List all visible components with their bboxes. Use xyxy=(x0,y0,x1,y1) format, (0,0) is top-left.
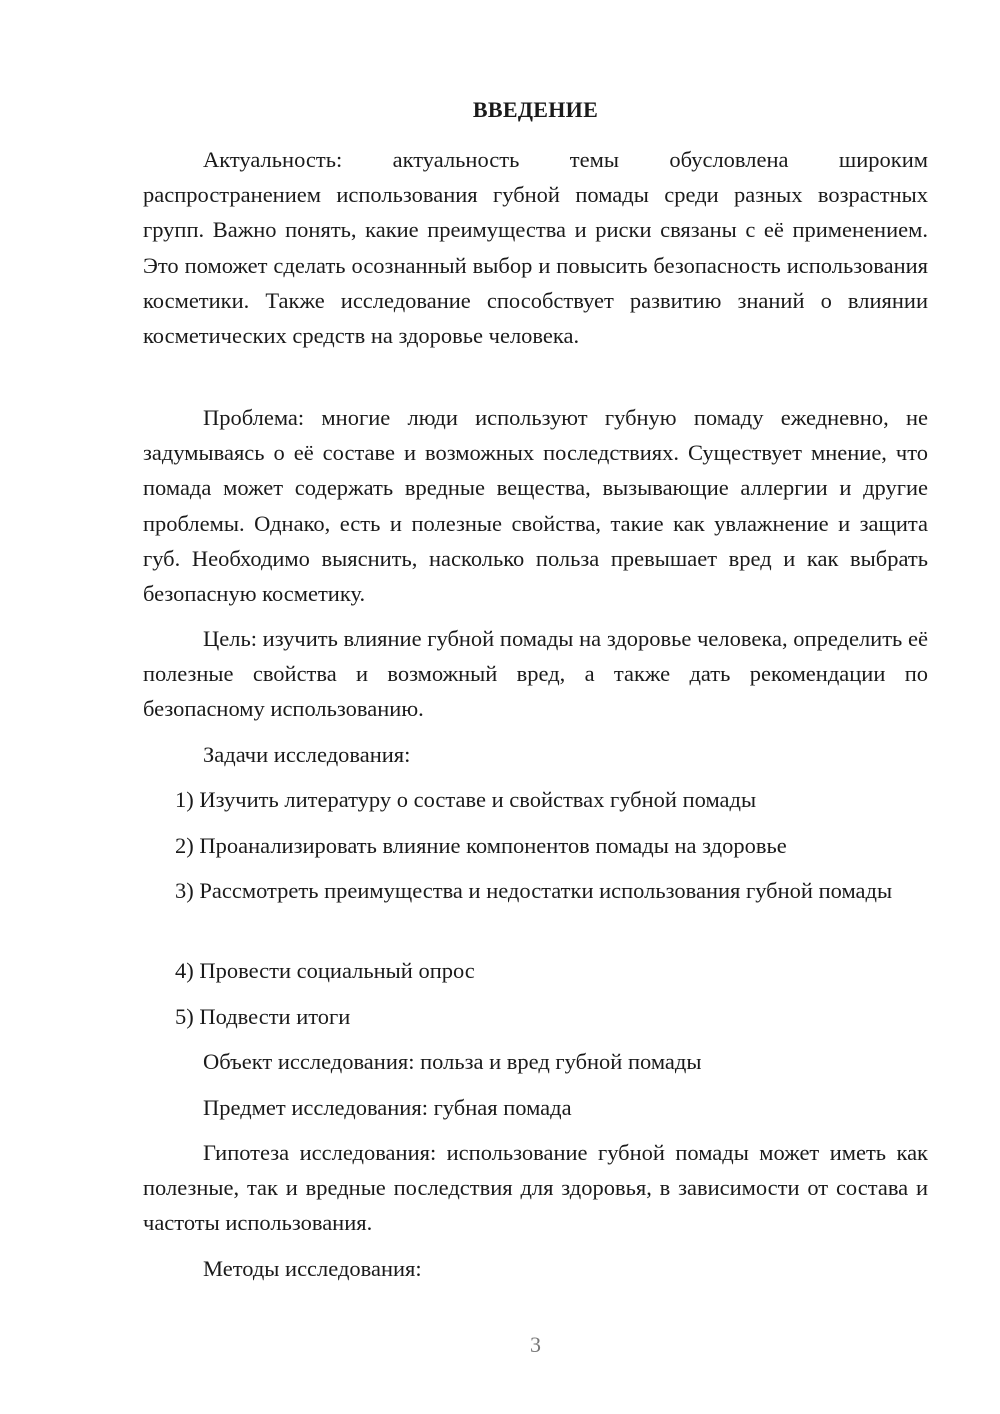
task-item-1: 1) Изучить литературу о составе и свойствах губной помады xyxy=(175,787,757,812)
paragraph-problem: Проблема: многие люди используют губную помаду ежедневно, не задумываясь о её составе и возможных последствиях. Существует мнение, что помада может содержать вредные вещества, вызывающие аллергии и другие проблемы. Однако, есть и полезные свойства, такие как увлажнение и защита губ. Необходимо выяснить, насколько польза превышает вред и как выбрать безопасную косметику. xyxy=(143,405,928,607)
paragraph-relevance: Актуальность: актуальность темы обусловлена широким распространением использования губной помады среди разных возрастных групп. Важно понять, какие преимущества и риски связаны с её применением. Это поможет сделать осознанный выбор и повысить безопасность использования косметики. Также исследование способствует развитию знаний о влиянии косметических средств на здоровье человека. xyxy=(143,147,928,349)
paragraph-methods: Методы исследования: xyxy=(203,1256,422,1281)
document-page xyxy=(143,0,928,1414)
paragraph-hypothesis: Гипотеза исследования: использование губной помады может иметь как полезные, так и вредные последствия для здоровья, в зависимости от состава и частоты использования. xyxy=(143,1140,928,1236)
paragraph-subject: Предмет исследования: губная помада xyxy=(203,1095,572,1120)
tasks-title: Задачи исследования: xyxy=(203,742,411,767)
task-item-5: 5) Подвести итоги xyxy=(175,1004,351,1029)
page-title: ВВЕДЕНИЕ xyxy=(472,97,599,122)
task-item-3: 3) Рассмотреть преимущества и недостатки использования губной помады xyxy=(175,878,893,903)
task-item-4: 4) Провести социальный опрос xyxy=(175,958,475,983)
paragraph-object: Объект исследования: польза и вред губной помады xyxy=(203,1049,702,1074)
task-item-2: 2) Проанализировать влияние компонентов помады на здоровье xyxy=(175,833,787,858)
page-number: 3 xyxy=(530,1332,541,1357)
paragraph-goal: Цель: изучить влияние губной помады на здоровье человека, определить её полезные свойства и возможный вред, а также дать рекомендации по безопасному использованию. xyxy=(143,626,928,722)
